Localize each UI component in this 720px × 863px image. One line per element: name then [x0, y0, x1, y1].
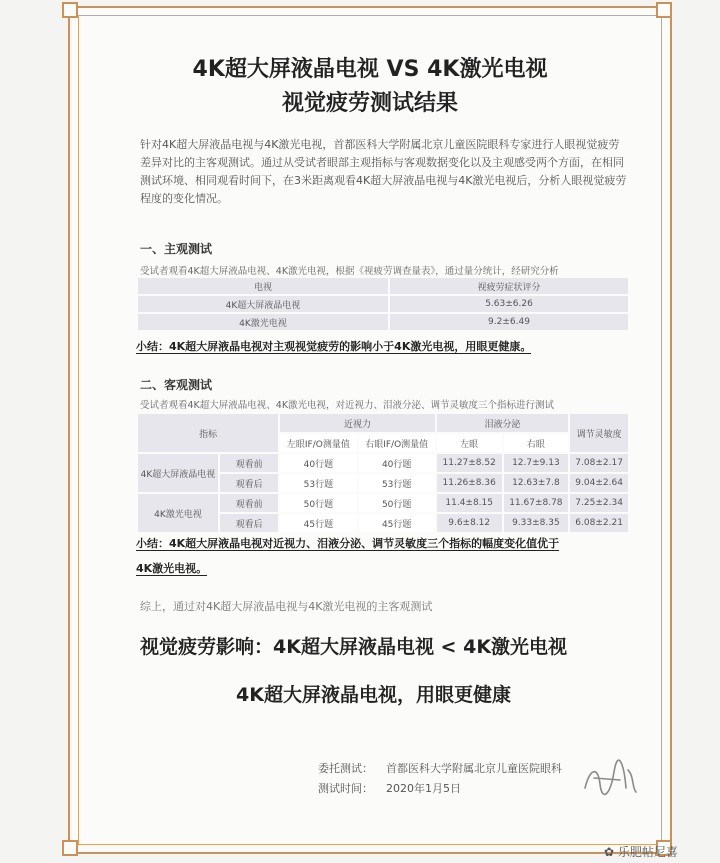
table-cell: 45行题: [359, 514, 435, 532]
frame-corner-top-right: [656, 2, 672, 18]
document-subtitle: 视觉疲劳测试结果: [281, 91, 458, 116]
table-cell: 9.33±8.35: [504, 514, 569, 532]
table-cell: 6.08±2.21: [570, 514, 628, 532]
table-header-cell: 指标: [138, 414, 278, 452]
table-cell: 观看前: [220, 454, 278, 472]
headline-recommendation: 4K超大屏液晶电视，用眼更健康: [236, 684, 511, 706]
section1-summary: [136, 338, 531, 354]
section2-summary-text-1: 小结：4K超大屏液晶电视对近视力、泪液分泌、调节灵敏度三个指标的幅度变化值优于: [136, 537, 560, 550]
table-cell: 11.4±8.15: [437, 494, 502, 512]
table-row: [138, 296, 628, 312]
table-header-cell: 视疲劳症状评分: [390, 278, 628, 294]
table-header-cell: 泪液分泌: [437, 414, 568, 432]
table-group-cell: 4K超大屏液晶电视: [138, 454, 218, 492]
test-date-value: 2020年1月5日: [386, 782, 461, 795]
table-header-cell: 调节灵敏度: [570, 414, 628, 452]
table-cell: 9.2±6.49: [390, 314, 628, 330]
frame-corner-bottom-left: [62, 840, 78, 856]
table-group-cell: 4K激光电视: [138, 494, 218, 532]
table-header-cell: 左眼: [437, 434, 502, 452]
table-header-cell: 左眼IF/O测量值: [280, 434, 356, 452]
table-cell: 9.6±8.12: [437, 514, 502, 532]
intro-paragraph: 针对4K超大屏液晶电视与4K激光电视，首都医科大学附属北京儿童医院眼科专家进行人眼视觉疲劳差异对比的主客观测试。通过从受试者眼部主观指标与客观数据变化以及主观感受两个方面，在相同测试环境、相同观看时间下，在3米距离观看4K超大屏液晶电视与4K激光电视后，分析人眼视觉疲劳程度的变化情况。: [140, 138, 627, 205]
commission-label: 委托测试：: [318, 762, 373, 775]
commission-value: 首都医科大学附属北京儿童医院眼科: [386, 762, 562, 775]
table-cell: 观看后: [220, 474, 278, 492]
section2-description: 受试者观看4K超大屏液晶电视、4K激光电视，对近视力、泪液分泌、调节灵敏度三个指标进行测试: [140, 400, 555, 411]
table-cell: 7.08±2.17: [570, 454, 628, 472]
table-cell: 7.25±2.34: [570, 494, 628, 512]
table-header-row: [138, 278, 628, 294]
objective-test-table: [136, 412, 630, 534]
table-cell: 53行题: [359, 474, 435, 492]
section2-summary-line1: [136, 535, 559, 551]
wechat-icon: ✿: [604, 845, 618, 859]
table-cell: 观看前: [220, 494, 278, 512]
table-cell: 40行题: [280, 454, 356, 472]
frame-corner-top-left: [62, 2, 78, 18]
table-header-cell: 近视力: [280, 414, 435, 432]
table-cell: 12.7±9.13: [504, 454, 569, 472]
table-cell: 4K激光电视: [138, 314, 388, 330]
conclusion-text: 综上，通过对4K超大屏液晶电视与4K激光电视的主客观测试: [140, 600, 433, 613]
section1-description: 受试者观看4K超大屏液晶电视、4K激光电视，根据《视疲劳调查量表》，通过量分统计，经研究分析: [140, 266, 559, 277]
wechat-watermark: [604, 843, 678, 860]
table-cell: 45行题: [280, 514, 356, 532]
test-date-label: 测试时间：: [318, 782, 373, 795]
subjective-test-table: [136, 276, 630, 332]
table-cell: 40行题: [359, 454, 435, 472]
handwritten-signature: [580, 758, 640, 802]
table-cell: 4K超大屏液晶电视: [138, 296, 388, 312]
table-cell: 11.67±8.78: [504, 494, 569, 512]
section2-summary-line2: [136, 560, 207, 576]
document-title: 4K超大屏液晶电视 VS 4K激光电视: [192, 57, 548, 82]
section2-summary-text-2: 4K激光电视。: [136, 562, 208, 575]
section1-summary-text: 小结：4K超大屏液晶电视对主观视觉疲劳的影响小于4K激光电视，用眼更健康。: [136, 340, 532, 353]
table-cell: 11.27±8.52: [437, 454, 502, 472]
table-cell: 50行题: [359, 494, 435, 512]
headline-comparison: 视觉疲劳影响：4K超大屏液晶电视 < 4K激光电视: [140, 636, 568, 658]
section2-heading: 二、客观测试: [140, 378, 213, 392]
table-cell: 12.63±7.8: [504, 474, 569, 492]
table-header-cell: 电视: [138, 278, 388, 294]
watermark-text: 乐肥帖尼喜: [617, 845, 678, 859]
table-row: [138, 314, 628, 330]
table-cell: 9.04±2.64: [570, 474, 628, 492]
table-row: [138, 454, 628, 472]
table-header-row: [138, 414, 628, 432]
table-header-cell: 右眼IF/O测量值: [359, 434, 435, 452]
table-cell: 50行题: [280, 494, 356, 512]
table-row: [138, 494, 628, 512]
table-header-cell: 右眼: [504, 434, 569, 452]
table-cell: 11.26±8.36: [437, 474, 502, 492]
table-cell: 53行题: [280, 474, 356, 492]
section1-heading: 一、主观测试: [140, 242, 213, 256]
table-cell: 5.63±6.26: [390, 296, 628, 312]
table-cell: 观看后: [220, 514, 278, 532]
